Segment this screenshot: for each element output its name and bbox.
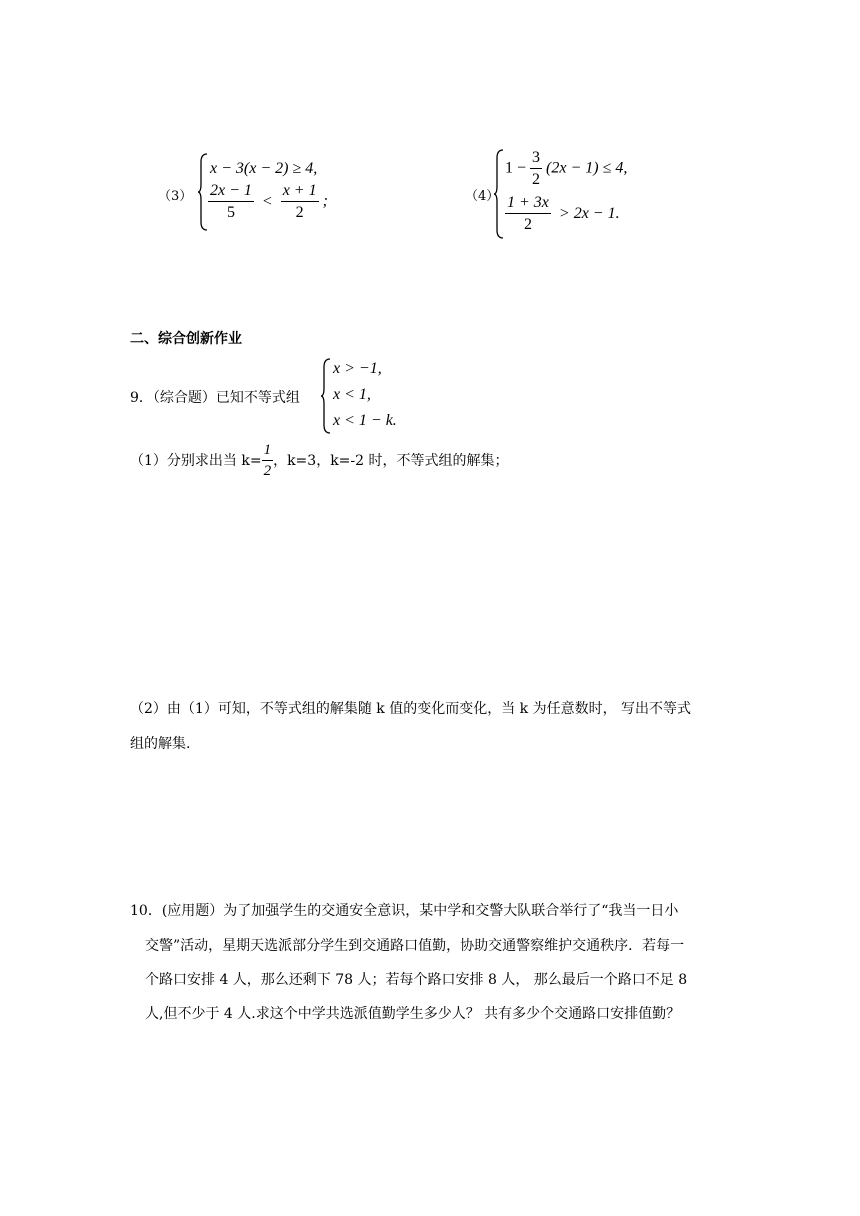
- problem-4-row1-post: (2x − 1) ≤ 4,: [546, 159, 628, 177]
- q9-row-2: x < 1,: [333, 386, 371, 403]
- problem-4-row1-pre: 1 −: [505, 159, 527, 177]
- q9-part1-post: ，k=3，k=-2 时，不等式组的解集；: [273, 453, 509, 469]
- q10-line-4: 人,但不少于 4 人.求这个中学共选派值勤学生多少人？ 共有多少个交通路口安排值勤？: [145, 1006, 681, 1022]
- problem-4-row2-den: 2: [523, 216, 532, 233]
- problem-3-tail: ;: [322, 192, 328, 210]
- q10-line-2: 交警”活动，星期天选派部分学生到交通路口值勤，协助交通警察维护交通秩序．若每一: [145, 938, 685, 954]
- problem-4-row2-num: 1 + 3x: [505, 195, 551, 214]
- q9-part1-pre: （1）分别求出当 k=: [130, 453, 262, 469]
- q9-prefix: 9．（综合题）已知不等式组: [130, 390, 300, 406]
- q9-part1-num: 1: [262, 443, 274, 461]
- problem-3-row2: [208, 183, 328, 221]
- problem-3-lhs-num: 2x − 1: [208, 183, 254, 202]
- problem-3-op: <: [261, 192, 273, 210]
- problem-4-row2-post: > 2x − 1.: [558, 204, 620, 222]
- problem-3-row1: x − 3(x − 2) ≥ 4,: [210, 160, 318, 177]
- problem-4-row1-den: 2: [532, 171, 541, 188]
- left-brace-icon: [493, 148, 505, 240]
- problem-4-row1: [505, 150, 627, 188]
- problem-3-label: （3）: [158, 189, 193, 204]
- problem-3-rhs-den: 2: [295, 204, 304, 221]
- q9-row-3: x < 1 − k.: [333, 412, 397, 429]
- q9-part-2-line-2: 组的解集.: [130, 736, 191, 752]
- q10-line-1: 10．(应用题）为了加强学生的交通安全意识，某中学和交警大队联合举行了“我当一日小: [130, 903, 679, 919]
- problem-4-label: （4）: [465, 189, 500, 204]
- q9-part-1: [130, 443, 509, 479]
- left-brace-icon: [320, 357, 332, 435]
- q10-line-3: 个路口安排 4 人，那么还剩下 78 人；若每个路口安排 8 人， 那么最后一个路口不足 8: [145, 972, 688, 988]
- problem-3-lhs-den: 5: [226, 204, 235, 221]
- q9-part-2-line-1: （2）由（1）可知，不等式组的解集随 k 值的变化而变化，当 k 为任意数时， 写出不等式: [130, 701, 692, 717]
- section-title: 二、综合创新作业: [130, 331, 242, 347]
- q9-part1-den: 2: [263, 463, 272, 479]
- problem-3-rhs-num: x + 1: [281, 183, 319, 202]
- problem-4-row1-num: 3: [530, 150, 542, 169]
- problem-4-row2: [505, 195, 620, 233]
- q9-row-1: x > −1,: [333, 360, 382, 377]
